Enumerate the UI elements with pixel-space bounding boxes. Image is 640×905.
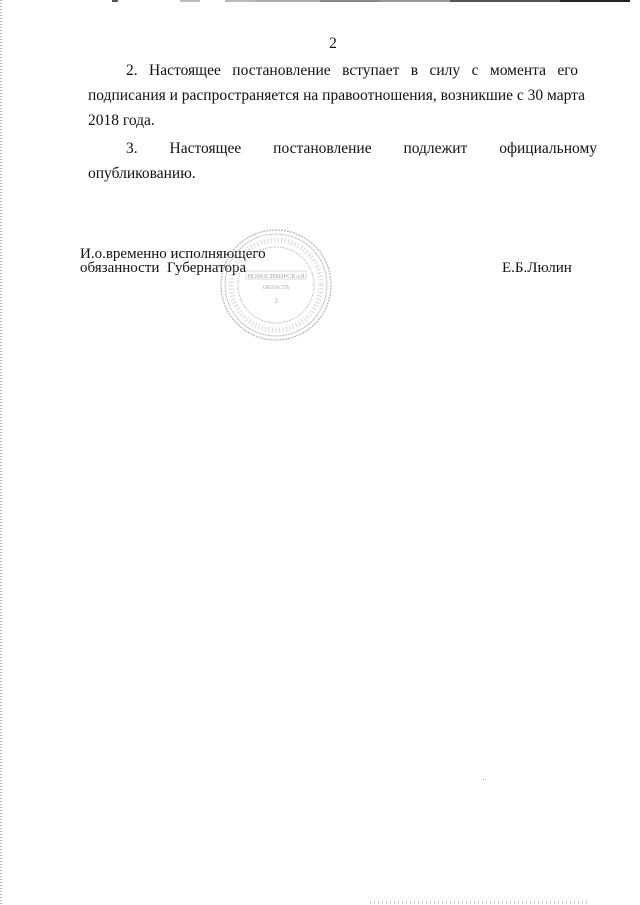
paragraph-2 — [88, 58, 585, 133]
svg-text:НОВОСИБИРСКАЯ: НОВОСИБИРСКАЯ — [247, 273, 305, 280]
signatory-title-line1: И.о.временно исполняющего — [80, 246, 266, 262]
paragraph-line: 2. Настоящее постановление вступает в силу с момента его — [126, 62, 578, 79]
paragraph-line: опубликованию. — [88, 165, 196, 182]
signatory-name: Е.Б.Люлин — [502, 260, 572, 276]
paragraph-3 — [88, 136, 598, 186]
paragraph-line: 2018 года. — [88, 112, 155, 129]
paragraph-line: подписания и распространяется на правоотношения, возникшие с 30 марта — [88, 87, 585, 104]
scan-bottom-marks — [370, 901, 590, 904]
official-seal-icon — [218, 227, 334, 343]
scan-top-edge — [0, 0, 640, 3]
signatory-title-line2: обязанности Губернатора — [80, 260, 247, 276]
page-number: 2 — [329, 35, 337, 52]
scan-left-edge — [0, 0, 2, 905]
svg-text:ОБЛАСТЬ: ОБЛАСТЬ — [262, 285, 290, 291]
paragraph-line: 3. Настоящее постановление подлежит официальному — [126, 140, 598, 157]
scan-speck — [483, 779, 484, 780]
svg-text:3: 3 — [274, 297, 278, 305]
